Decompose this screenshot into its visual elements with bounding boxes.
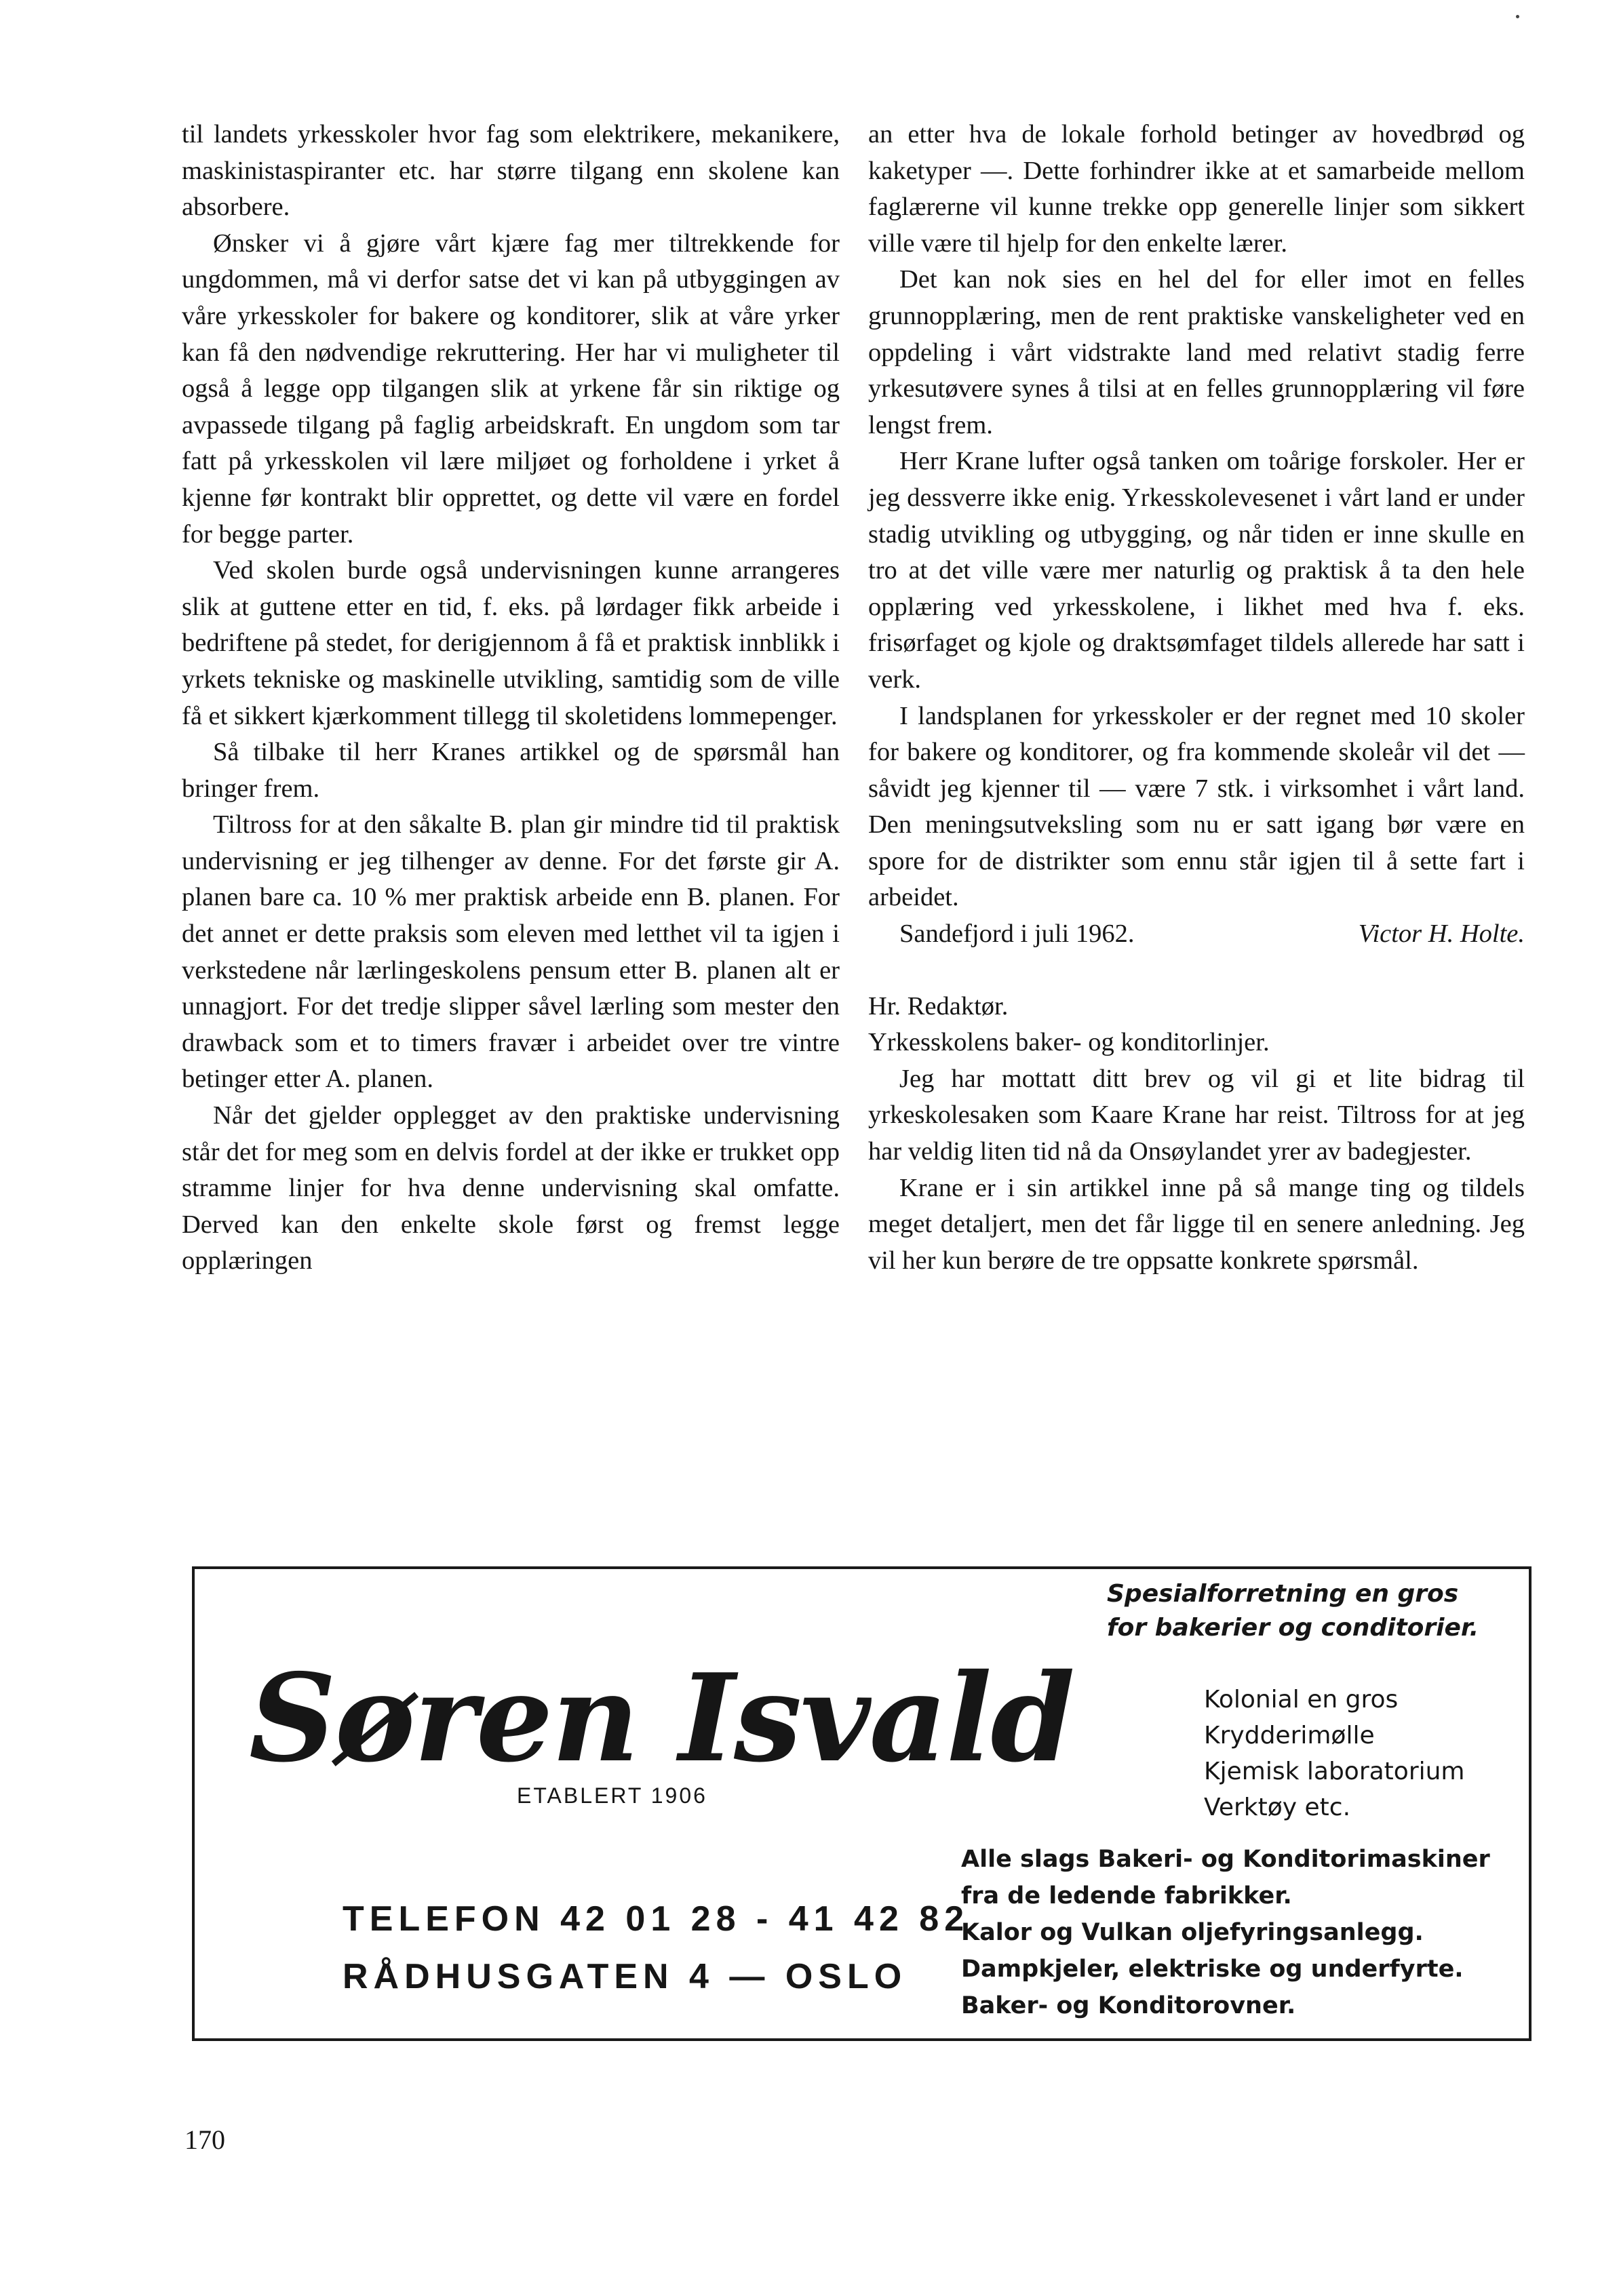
ad-border-bottom bbox=[195, 2038, 1529, 2041]
paragraph: Ved skolen burde også undervisningen kunne arrangeres slik at guttene etter en tid, f. eks. på lørdager fikk arbeide i bedriftene på stedet, for derigjennom å få et praktisk innblikk i yrkets tekniske og maskinelle utvikling, samtidig som de ville få et sikkert kjærkomment tillegg til skoletidens lommepenger. bbox=[182, 556, 840, 730]
service-list bbox=[961, 1841, 1490, 2024]
paragraph: Krane er i sin artikkel inne på så mange ting og tildels meget detaljert, men det får ligge til en senere anledning. Jeg vil her kun berøre de tre oppsatte konkrete spørsmål. bbox=[868, 1173, 1525, 1275]
right-column bbox=[868, 117, 1525, 1279]
product-list bbox=[1204, 1682, 1465, 1825]
product-item: Kolonial en gros bbox=[1204, 1686, 1399, 1714]
paragraph: Herr Krane lufter også tanken om toårige forskoler. Her er jeg dessverre ikke enig. Yrkesskolevesenet i vårt land er under stadig utvikling og utbygging, og når tiden er inne skulle en tro at det ville være mer naturlig og praktisk å ta den hele opplæring ved yrkesskolene, i likhet med hva f. eks. frisørfaget og kjole og draktsømfaget tildels allerede har satt i verk. bbox=[868, 447, 1525, 694]
company-logotype: Søren Isvald bbox=[249, 1647, 1074, 1789]
advertisement bbox=[192, 1566, 1532, 2041]
signature-place-date: Sandefjord i juli 1962. bbox=[899, 919, 1135, 949]
paragraph: Ønsker vi å gjøre vårt kjære fag mer tiltrekkende for ungdommen, må vi derfor satse det vi kan på utbyggingen av våre yrkesskoler for bakere og konditorer, slik at våre yrker kan få den nødvendige rekruttering. Her har vi muligheter til også å legge opp tilgangen slik at yrkene får sin riktige og avpassede tilgang på faglig arbeidskraft. En ungdom som tar fatt på yrkesskolen vil lære miljøet og forholdene i yrket å kjenne før kontrakt blir opprettet, og dette vil være en fordel for begge parter. bbox=[182, 229, 840, 549]
salutation: Hr. Redaktør. bbox=[868, 991, 1009, 1021]
service-item: Dampkjeler, elektriske og underfyrte. bbox=[961, 1956, 1464, 1983]
signature-name: Victor H. Holte. bbox=[1358, 919, 1525, 949]
paragraph: Jeg har mottatt ditt brev og vil gi et lite bidrag til yrkeskolesaken som Kaare Krane har reist. Tiltross for at jeg har veldig liten tid nå da Onsøylandet yrer av badegjester. bbox=[868, 1064, 1525, 1166]
left-column bbox=[182, 117, 840, 1280]
paragraph: Så tilbake til herr Kranes artikkel og de spørsmål han bringer frem. bbox=[182, 738, 840, 803]
phone-numbers: TELEFON 42 01 28 - 41 42 82 bbox=[343, 1899, 970, 1939]
product-item: Verktøy etc. bbox=[1204, 1794, 1351, 1821]
street-address: RÅDHUSGATEN 4 — OSLO bbox=[343, 1957, 908, 1996]
service-item: Alle slags Bakeri- og Konditorimaskiner bbox=[961, 1846, 1490, 1873]
signature-line bbox=[868, 916, 1525, 953]
scan-speck bbox=[1516, 15, 1519, 18]
paragraph: Tiltross for at den såkalte B. plan gir mindre tid til praktisk undervisning er jeg tilhenger av denne. For det første gir A. planen bare ca. 10 % mer praktisk arbeide enn B. planen. For det annet er dette praksis som eleven med letthet vil ta igjen i verkstedene når lærlingeskolens pensum etter B. planen alt er unnagjort. For det tredje slipper såvel lærling som mester den drawback som et to timers fravær i arbeidet over tre vintre betinger etter A. planen. bbox=[182, 810, 840, 1094]
ad-border-top bbox=[195, 1566, 1529, 1569]
product-item: Kjemisk laboratorium bbox=[1204, 1758, 1465, 1785]
page-number: 170 bbox=[184, 2124, 225, 2155]
paragraph: Når det gjelder opplegget av den praktiske undervisning står det for meg som en delvis fordel at der ikke er trukket opp stramme linjer for hva denne undervisning skal omfatte. Derved kan den enkelte skole først og fremst legge opplæringen bbox=[182, 1101, 840, 1275]
product-item: Krydderimølle bbox=[1204, 1722, 1375, 1749]
established-year: ETABLERT 1906 bbox=[517, 1783, 707, 1808]
tagline: for bakerier og conditorier. bbox=[1107, 1614, 1479, 1642]
letter-subject: Yrkesskolens baker- og konditorlinjer. bbox=[868, 1028, 1270, 1057]
service-item: Kalor og Vulkan oljefyringsanlegg. bbox=[961, 1919, 1424, 1946]
tagline: Spesialforretning en gros bbox=[1107, 1580, 1459, 1608]
paragraph: I landsplanen for yrkesskoler er der regnet med 10 skoler for bakere og konditorer, og fra kommende skoleår vil det — såvidt jeg kjenner til — være 7 stk. i virksomhet i vårt land. Den meningsutveksling som nu er satt igang bør være en spore for de distrikter som ennu står igjen til å sette fart i arbeidet. bbox=[868, 701, 1525, 912]
paragraph: til landets yrkesskoler hvor fag som elektrikere, mekanikere, maskinistaspiranter etc. har større tilgang enn skolene kan absorbere. bbox=[182, 120, 840, 222]
paragraph: an etter hva de lokale forhold betinger av hovedbrød og kaketyper —. Dette forhindrer ikke at et samarbeide mellom faglærerne vil kunne trekke opp generelle linjer som sikkert ville være til hjelp for den enkelte lærer. bbox=[868, 120, 1525, 258]
paragraph: Det kan nok sies en hel del for eller imot en felles grunnopplæring, men de rent praktiske vanskeligheter ved en oppdeling i vårt vidstrakte land med relativt stadig ferre yrkesutøvere synes å tilsi at en felles grunnopplæring vil føre lengst frem. bbox=[868, 265, 1525, 439]
service-item: fra de ledende fabrikker. bbox=[961, 1882, 1292, 1909]
service-item: Baker- og Konditorovner. bbox=[961, 1992, 1296, 2019]
